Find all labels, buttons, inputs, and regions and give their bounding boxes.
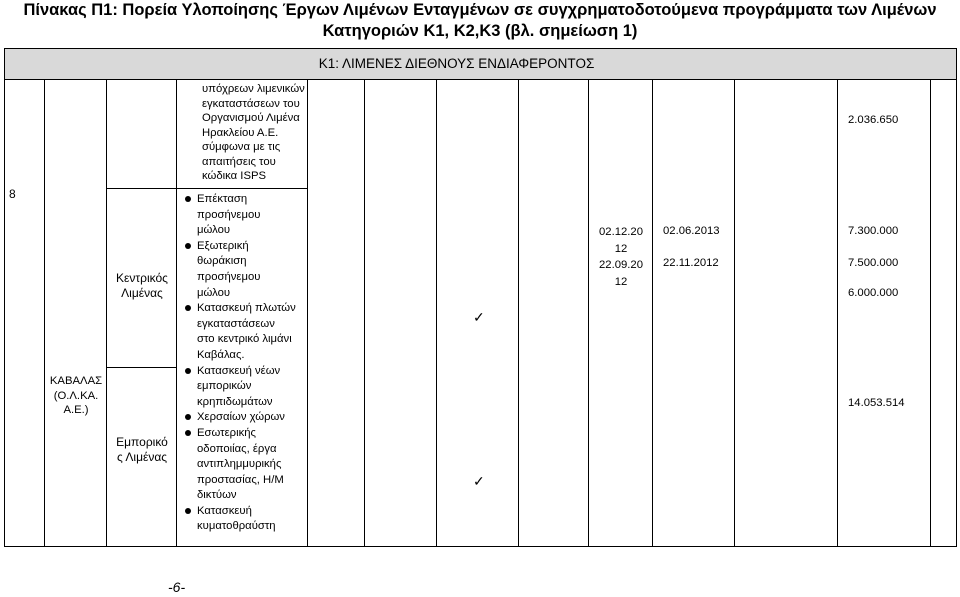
- continued-text: [177, 80, 307, 184]
- item-line: προσήνεμου: [197, 270, 261, 283]
- item-extension: [177, 192, 307, 239]
- item-line: κρηπιδωμάτων: [197, 395, 273, 408]
- area-commercial: [107, 435, 177, 464]
- item-line: Κατασκευή: [197, 504, 252, 517]
- check-mark-central: ✓: [473, 309, 485, 325]
- category-header-row: [5, 49, 957, 80]
- check-mark-commercial: ✓: [473, 473, 485, 489]
- amount-b: 7.500.000: [848, 257, 899, 269]
- empty-col-5: [308, 80, 365, 547]
- item-line: αντιπλημμυρικής: [197, 458, 282, 471]
- port-name: [45, 374, 107, 418]
- continued-text-cell: [177, 80, 308, 189]
- text-line: υπόχρεων λιμενικών: [202, 83, 305, 95]
- page-number: -6-: [168, 579, 186, 595]
- area-line: Εμπορικό: [116, 435, 168, 449]
- area-cell-top: [107, 80, 177, 189]
- items-cell: [177, 189, 308, 547]
- item-line: Εσωτερικής: [197, 426, 256, 439]
- text-line: Οργανισμού Λιμένα: [202, 112, 300, 124]
- date-text: 12: [614, 275, 628, 288]
- projects-table: [4, 48, 957, 547]
- items-list: [177, 189, 307, 535]
- item-line: θωράκιση: [197, 255, 247, 268]
- date-text: 12: [614, 242, 628, 255]
- empty-col-6: [365, 80, 437, 547]
- text-line: κώδικα ISPS: [202, 170, 267, 182]
- end-date-2: 22.11.2012: [663, 257, 719, 269]
- item-quays: [177, 364, 307, 411]
- item-line: κυματοθραύστη: [197, 520, 276, 533]
- amount-commercial: 14.053.514: [848, 397, 905, 409]
- item-line: προστασίας, Η/Μ: [197, 473, 284, 486]
- empty-col-11: [735, 80, 838, 547]
- amount-a: 7.300.000: [848, 225, 899, 237]
- text-line: απαιτήσεις του: [202, 155, 276, 168]
- area-divider: [107, 367, 177, 368]
- item-roads: [177, 426, 307, 504]
- central-items: [177, 192, 307, 364]
- item-line: Επέκταση: [197, 193, 248, 205]
- row-number-cell: [5, 80, 45, 547]
- item-line: μώλου: [197, 286, 231, 299]
- item-land: [177, 410, 307, 426]
- item-line: Κατασκευή πλωτών: [197, 302, 296, 315]
- area-central: [107, 271, 177, 300]
- item-line: εμπορικών: [197, 380, 252, 393]
- item-line: Εξωτερική: [197, 239, 249, 252]
- port-line: (Ο.Λ.ΚΑ.: [53, 389, 99, 402]
- item-line: δικτύων: [197, 489, 237, 502]
- start-dates: [589, 224, 653, 290]
- date-text: 02.12.20: [599, 226, 643, 238]
- start-date-cell: [589, 80, 653, 547]
- area-line: Λιμένας: [121, 285, 163, 300]
- category-header: Κ1: ΛΙΜΕΝΕΣ ΔΙΕΘΝΟΥΣ ΕΝΔΙΑΦΕΡΟΝΤΟΣ: [318, 55, 595, 71]
- item-armoring: [177, 239, 307, 301]
- end-date-1: 02.06.2013: [663, 225, 720, 237]
- amount-top: 2.036.650: [848, 114, 899, 126]
- end-date-cell: [653, 80, 735, 547]
- date-text: 22.09.20: [599, 259, 643, 271]
- item-line: προσήνεμου: [197, 208, 261, 221]
- document-title: [0, 0, 960, 42]
- empty-col-8: [519, 80, 589, 547]
- item-floating: [177, 301, 307, 363]
- empty-col-13: [931, 80, 957, 547]
- port-line: Α.Ε.): [63, 404, 89, 416]
- amount-c: 6.000.000: [848, 287, 899, 299]
- port-line: ΚΑΒΑΛΑΣ: [49, 375, 103, 387]
- item-line: Καβάλας.: [197, 348, 245, 361]
- text-line: σύμφωνα με τις: [202, 141, 281, 153]
- check-cell: [437, 80, 519, 547]
- area-cell: [107, 189, 177, 547]
- item-line: μώλου: [197, 224, 231, 237]
- text-line: Ηρακλείου Α.Ε.: [202, 126, 279, 139]
- title-line-1: Πίνακας Π1: Πορεία Υλοποίησης Έργων Λιμένων Ενταγμένων σε συγχρηματοδοτούμενα προγράμματα των Λιμένων: [23, 1, 937, 19]
- area-line: Κεντρικός: [116, 271, 168, 285]
- item-line: στο κεντρικό λιμάνι: [197, 333, 292, 346]
- area-line: ς Λιμένας: [116, 449, 168, 464]
- commercial-items: [177, 364, 307, 536]
- row-number: 8: [9, 187, 16, 201]
- text-line: εγκαταστάσεων του: [202, 97, 300, 110]
- item-breakwater: [177, 504, 307, 535]
- amount-cell: [838, 80, 931, 547]
- title-line-2: Κατηγοριών Κ1, Κ2,Κ3 (βλ. σημείωση 1): [322, 22, 638, 40]
- item-line: εγκαταστάσεων: [197, 317, 275, 330]
- port-cell: [45, 80, 107, 547]
- item-line: Χερσαίων χώρων: [197, 411, 285, 424]
- item-line: οδοποιίας, έργα: [197, 442, 277, 455]
- item-line: Κατασκευή νέων: [197, 364, 281, 377]
